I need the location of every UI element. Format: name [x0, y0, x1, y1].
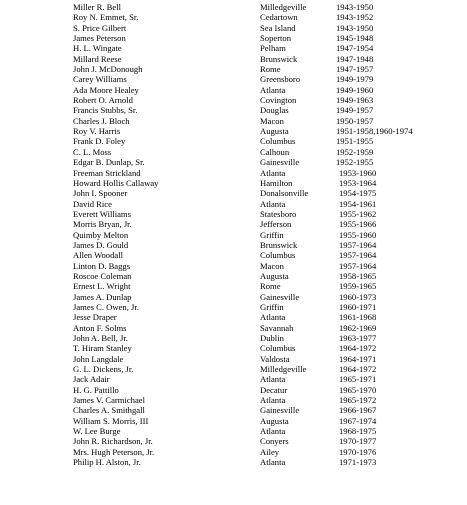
member-name: David Rice: [73, 198, 112, 209]
member-years: 1966-1967: [339, 405, 377, 416]
list-item: [0, 157, 467, 167]
member-city: Atlanta: [260, 426, 286, 437]
member-city: Columbus: [260, 136, 296, 147]
member-years: 1957-1964: [339, 239, 377, 250]
list-item: [0, 364, 467, 374]
member-years: 1964-1972: [339, 343, 377, 354]
list-item: [0, 199, 467, 209]
member-name: T. Hiram Stanley: [73, 343, 132, 354]
member-name: G. L. Dickens, Jr.: [73, 364, 134, 375]
member-city: Jefferson: [260, 219, 292, 230]
member-name: James Peterson: [73, 33, 126, 44]
member-years: 1962-1969: [339, 322, 377, 333]
member-years: 1943-1952: [336, 12, 374, 23]
member-name: John Langdale: [73, 353, 124, 364]
list-item: [0, 354, 467, 364]
member-name: H. G. Pattillo: [73, 384, 119, 395]
member-city: Macon: [260, 260, 284, 271]
member-name: Miller R. Bell: [73, 2, 121, 12]
list-item: [0, 74, 467, 84]
member-city: Griffin: [260, 229, 284, 240]
member-years: 1943-1950: [336, 22, 374, 33]
member-name: W. Lee Burge: [73, 426, 121, 437]
member-city: Greensboro: [260, 74, 301, 85]
member-name: Roscoe Coleman: [73, 270, 132, 281]
member-years: 1964-1971: [339, 353, 377, 364]
list-item: [0, 261, 467, 271]
list-item: [0, 416, 467, 426]
member-name: James D. Gould: [73, 239, 129, 250]
member-city: Atlanta: [260, 312, 286, 323]
member-years: 1943-1950: [336, 2, 374, 12]
member-name: S. Price Gilbert: [73, 22, 127, 33]
list-item: [0, 136, 467, 146]
member-years: 1965-1972: [339, 395, 377, 406]
member-name: Roy N. Emmet, Sr.: [73, 12, 139, 23]
member-name: John J. McDonough: [73, 64, 143, 75]
list-item: [0, 33, 467, 43]
list-item: [0, 126, 467, 136]
member-name: Mrs. Hugh Peterson, Jr.: [73, 446, 155, 457]
member-name: Morris Bryan, Jr.: [73, 219, 132, 230]
list-item: [0, 281, 467, 291]
list-item: [0, 426, 467, 436]
member-years: 1949-1979: [336, 74, 374, 85]
member-name: Freeman Strickland: [73, 167, 141, 178]
list-item: [0, 116, 467, 126]
member-name: Robert O. Arnold: [73, 95, 133, 106]
member-name: Everett Williams: [73, 208, 131, 219]
member-years: 1959-1965: [339, 281, 377, 292]
member-city: Gainesville: [260, 291, 300, 302]
member-name: James A. Dunlap: [73, 291, 132, 302]
member-city: Gainesville: [260, 157, 300, 168]
member-city: Augusta: [260, 126, 289, 137]
list-item: [0, 447, 467, 457]
list-item: [0, 292, 467, 302]
member-city: Hamilton: [260, 177, 293, 188]
list-item: [0, 457, 467, 467]
member-name: Jesse Draper: [73, 312, 117, 323]
member-name: H. L. Wingate: [73, 43, 122, 54]
member-years: 1970-1976: [339, 446, 377, 457]
member-city: Atlanta: [260, 395, 286, 406]
member-city: Ailey: [260, 446, 280, 457]
member-name: Allen Woodall: [73, 250, 123, 261]
list-item: [0, 230, 467, 240]
member-name: Millard Reese: [73, 53, 122, 64]
list-item: [0, 395, 467, 405]
member-city: Donalsonville: [260, 188, 309, 199]
member-city: Statesboro: [260, 208, 297, 219]
member-years: 1953-1964: [339, 177, 377, 188]
list-item: [0, 12, 467, 22]
member-city: Gainesville: [260, 405, 300, 416]
member-years: 1970-1977: [339, 436, 377, 447]
member-years: 1961-1968: [339, 312, 377, 323]
list-item: [0, 85, 467, 95]
member-name: John A. Bell, Jr.: [73, 333, 128, 343]
member-name: Charles A. Smithgall: [73, 405, 145, 416]
member-years: 1945-1948: [336, 33, 374, 44]
member-name: John I. Spooner: [73, 188, 128, 199]
member-name: Jack Adair: [73, 374, 110, 385]
member-years: 1954-1961: [339, 198, 377, 209]
member-name: Howard Hollis Callaway: [73, 177, 159, 188]
list-item: [0, 302, 467, 312]
member-city: Atlanta: [260, 167, 286, 178]
member-years: 1952-1955: [336, 157, 374, 168]
list-item: [0, 436, 467, 446]
list-item: [0, 312, 467, 322]
member-city: Brunswick: [260, 53, 298, 64]
member-city: Rome: [260, 64, 281, 75]
list-item: [0, 178, 467, 188]
member-years: 1964-1972: [339, 364, 377, 375]
member-name: James V. Carmichael: [73, 395, 145, 406]
member-years: 1954-1975: [339, 188, 377, 199]
member-years: 1947-1948: [336, 53, 374, 64]
member-name: Linton D. Baggs: [73, 260, 131, 271]
list-item: [0, 54, 467, 64]
member-name: Ernest L. Wright: [73, 281, 131, 292]
member-years: 1963-1977: [339, 333, 377, 343]
list-item: [0, 209, 467, 219]
member-city: Atlanta: [260, 457, 286, 468]
member-city: Decatur: [260, 384, 288, 395]
member-name: C. L. Moss: [73, 146, 112, 157]
list-item: [0, 343, 467, 353]
list-item: [0, 105, 467, 115]
list-item: [0, 374, 467, 384]
member-years: 1955-1966: [339, 219, 377, 230]
member-city: Calhoun: [260, 146, 290, 157]
list-item: [0, 168, 467, 178]
member-years: 1960-1973: [339, 291, 377, 302]
member-years: 1947-1954: [336, 43, 374, 54]
member-city: Covington: [260, 95, 297, 106]
member-name: John R. Richardson, Jr.: [73, 436, 153, 447]
member-years: 1950-1957: [336, 115, 374, 126]
member-city: Atlanta: [260, 198, 286, 209]
member-city: Soperton: [260, 33, 292, 44]
list-item: [0, 2, 467, 12]
member-years: 1957-1964: [339, 250, 377, 261]
member-years: 1953-1960: [339, 167, 377, 178]
member-city: Atlanta: [260, 84, 286, 95]
member-city: Milledgeville: [260, 2, 307, 12]
member-city: Douglas: [260, 105, 289, 116]
member-years: 1971-1973: [339, 457, 377, 468]
list-item: [0, 64, 467, 74]
member-name: Ada Moore Healey: [73, 84, 139, 95]
member-name: Carey Williams: [73, 74, 127, 85]
member-years: 1957-1964: [339, 260, 377, 271]
member-name: William S. Morris, III: [73, 415, 149, 426]
member-name: Philip H. Alston, Jr.: [73, 457, 141, 468]
list-item: [0, 219, 467, 229]
member-years: 1965-1970: [339, 384, 377, 395]
list-item: [0, 405, 467, 415]
member-city: Augusta: [260, 270, 289, 281]
member-years: 1958-1965: [339, 270, 377, 281]
member-years: 1968-1975: [339, 426, 377, 437]
member-years: 1951-1955: [336, 136, 374, 147]
list-item: [0, 23, 467, 33]
member-years: 1952-1959: [336, 146, 374, 157]
member-name: Edgar B. Dunlap, Sr.: [73, 157, 145, 168]
list-item: [0, 250, 467, 260]
member-years: 1967-1974: [339, 415, 377, 426]
list-item: [0, 240, 467, 250]
member-city: Augusta: [260, 415, 289, 426]
list-item: [0, 95, 467, 105]
member-city: Savannah: [260, 322, 294, 333]
member-years: 1947-1957: [336, 64, 374, 75]
member-city: Milledgeville: [260, 364, 307, 375]
member-name: James C. Owen, Jr.: [73, 301, 139, 312]
member-years: 1949-1963: [336, 95, 374, 106]
member-city: Macon: [260, 115, 284, 126]
list-item: [0, 147, 467, 157]
member-name: Francis Stubbs, Sr.: [73, 105, 138, 116]
member-years: 1955-1960: [339, 229, 377, 240]
member-name: Charles J. Bloch: [73, 115, 130, 126]
list-item: [0, 333, 467, 343]
member-years: 1949-1960: [336, 84, 374, 95]
member-city: Brunswick: [260, 239, 298, 250]
member-city: Dublin: [260, 333, 284, 343]
member-years: 1949-1957: [336, 105, 374, 116]
list-item: [0, 385, 467, 395]
member-years: 1960-1971: [339, 301, 377, 312]
member-name: Anton F. Solms: [73, 322, 127, 333]
member-city: Pelham: [260, 43, 286, 54]
list-item: [0, 188, 467, 198]
member-years: 1951-1958,1960-1974: [336, 126, 413, 137]
member-city: Sea Island: [260, 22, 296, 33]
member-name: Frank D. Foley: [73, 136, 126, 147]
list-item: [0, 43, 467, 53]
member-city: Conyers: [260, 436, 289, 447]
member-list: [0, 2, 467, 467]
member-years: 1965-1971: [339, 374, 377, 385]
member-name: Roy V. Harris: [73, 126, 121, 137]
member-city: Columbus: [260, 343, 296, 354]
list-item: [0, 271, 467, 281]
member-city: Valdosta: [260, 353, 290, 364]
member-city: Cedartown: [260, 12, 298, 23]
list-item: [0, 323, 467, 333]
member-city: Griffin: [260, 301, 284, 312]
member-name: Quimby Melton: [73, 229, 129, 240]
member-city: Atlanta: [260, 374, 286, 385]
member-years: 1955-1962: [339, 208, 377, 219]
member-city: Rome: [260, 281, 281, 292]
member-city: Columbus: [260, 250, 296, 261]
